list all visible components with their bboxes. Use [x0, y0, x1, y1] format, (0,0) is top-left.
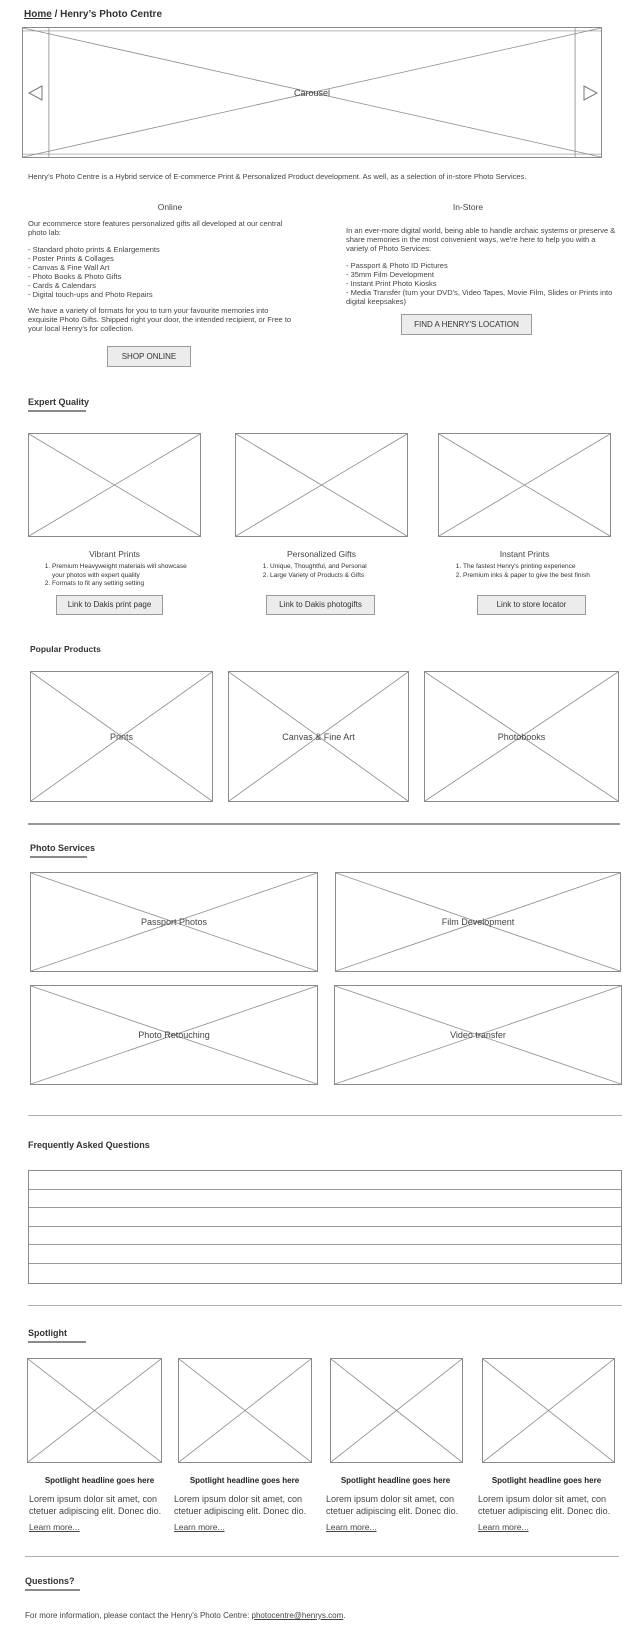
expert-card-points: [256, 563, 406, 580]
expert-card-title: Vibrant Prints: [89, 549, 140, 559]
placeholder-x: [28, 1359, 161, 1462]
carousel[interactable]: [22, 27, 602, 158]
spotlight-body: Lorem ipsum dolor sit amet, con ctetuer adipiscing elit. Donec dio.: [29, 1494, 162, 1516]
carousel-next-icon[interactable]: [582, 85, 598, 101]
faq-row[interactable]: [29, 1264, 621, 1283]
placeholder-x: [179, 1359, 311, 1462]
breadcrumb-separator: /: [51, 9, 61, 20]
popular-product-label: Photobooks: [497, 731, 546, 742]
spotlight-learn-more-link[interactable]: Learn more...: [478, 1522, 529, 1532]
popular-product-label: Canvas & Fine Art: [282, 731, 355, 742]
photo-service-card[interactable]: [30, 985, 318, 1085]
spotlight-learn-more-link[interactable]: Learn more...: [29, 1522, 80, 1532]
dakis-print-link-button[interactable]: Link to Dakis print page: [56, 595, 163, 615]
photo-service-label: Film Development: [441, 917, 515, 927]
spotlight-body: Lorem ipsum dolor sit amet, con ctetuer adipiscing elit. Donec dio.: [326, 1494, 459, 1516]
faq-row[interactable]: [29, 1227, 621, 1246]
online-list-item: - Standard photo prints & Enlargements: [28, 245, 160, 254]
spotlight-headline: Spotlight headline goes here: [189, 1476, 300, 1485]
questions-heading: Questions?: [25, 1576, 75, 1586]
intro-text: Henry’s Photo Centre is a Hybrid service of E-commerce Print & Personalized Product development. As well, as a selection of in-store Photo Services.: [28, 172, 527, 181]
photo-service-card[interactable]: [30, 872, 318, 972]
instore-lead: In an ever-more digital world, being able to handle archaic systems or preserve & share memories in the most convenient ways, we're here to help you with a variety of Photo Services:: [346, 226, 616, 253]
placeholder-x: [483, 1359, 614, 1462]
section-divider: [28, 1115, 622, 1116]
photo-services-underline: [30, 856, 87, 858]
faq-accordion: [28, 1170, 622, 1284]
instore-list-item: - Instant Print Photo Kiosks: [346, 279, 437, 288]
faq-row[interactable]: [29, 1208, 621, 1227]
shop-online-button[interactable]: SHOP ONLINE: [107, 346, 191, 367]
instore-list-item: - 35mm Film Development: [346, 270, 434, 279]
spotlight-image: [178, 1358, 312, 1463]
store-locator-link-button[interactable]: Link to store locator: [477, 595, 586, 615]
photo-service-label: Video transfer: [450, 1030, 506, 1040]
online-list-item: - Digital touch-ups and Photo Repairs: [28, 290, 153, 299]
popular-product-card[interactable]: [424, 671, 619, 802]
placeholder-x: [236, 434, 407, 536]
online-list-item: - Photo Books & Photo Gifts: [28, 272, 122, 281]
spotlight-learn-more-link[interactable]: Learn more...: [326, 1522, 377, 1532]
expert-card-title: Personalized Gifts: [287, 549, 356, 559]
questions-email-link[interactable]: photocentre@henrys.com: [251, 1611, 344, 1620]
dakis-photogifts-link-button[interactable]: Link to Dakis photogifts: [266, 595, 375, 615]
spotlight-body: Lorem ipsum dolor sit amet, con ctetuer adipiscing elit. Donec dio.: [478, 1494, 611, 1516]
faq-row[interactable]: [29, 1171, 621, 1190]
online-list-item: - Poster Prints & Collages: [28, 254, 114, 263]
breadcrumb-home-link[interactable]: Home: [24, 9, 52, 20]
find-location-button[interactable]: FIND A HENRY'S LOCATION: [401, 314, 532, 335]
spotlight-body: Lorem ipsum dolor sit amet, con ctetuer adipiscing elit. Donec dio.: [174, 1494, 307, 1516]
online-list-item: - Cards & Calendars: [28, 281, 96, 290]
instore-list: [346, 261, 622, 306]
popular-product-label: Prints: [109, 731, 133, 742]
spotlight-heading: Spotlight: [28, 1328, 67, 1338]
expert-card-title: Instant Prints: [499, 549, 550, 559]
instore-list-item: - Media Transfer (turn your DVD's, Video Tapes, Movie Film, Slides or Prints into digital keepsakes): [346, 288, 613, 306]
carousel-prev-icon[interactable]: [28, 85, 44, 101]
section-divider: [25, 1556, 619, 1557]
spotlight-image: [482, 1358, 615, 1463]
point-item: 2. Large Variety of Products & Gifts: [270, 572, 406, 581]
photo-service-card[interactable]: [334, 985, 622, 1085]
spotlight-headline: Spotlight headline goes here: [44, 1476, 155, 1485]
point-item: 2. Premium inks & paper to give the best finish: [463, 572, 609, 581]
questions-underline: [25, 1589, 80, 1591]
breadcrumb: [24, 9, 162, 20]
online-list-item: - Canvas & Fine Wall Art: [28, 263, 110, 272]
questions-contact-text: For more information, please contact the Henry's Photo Centre:: [25, 1611, 252, 1620]
online-outro: We have a variety of formats for you to turn your favourite memories into exquisite Photo Gifts. Shipped right your door, the intended recipient, or Free to your local Henry’s for collection.: [28, 306, 292, 333]
point-item: 2. Formats to fit any setting setting: [52, 580, 188, 589]
faq-row[interactable]: [29, 1190, 621, 1209]
spotlight-image: [27, 1358, 162, 1463]
placeholder-x: [439, 434, 610, 536]
popular-products-heading: Popular Products: [30, 644, 101, 654]
faq-row[interactable]: [29, 1245, 621, 1264]
photo-service-card[interactable]: [335, 872, 621, 972]
placeholder-x: [29, 434, 200, 536]
popular-product-card[interactable]: [228, 671, 409, 802]
instore-list-item: - Passport & Photo ID Pictures: [346, 261, 448, 270]
expert-quality-heading: Expert Quality: [28, 397, 90, 407]
expert-card-points: [449, 563, 609, 580]
spotlight-image: [330, 1358, 463, 1463]
popular-product-card[interactable]: [30, 671, 213, 802]
photo-service-label: Photo Retouching: [138, 1030, 210, 1040]
expert-quality-underline: [28, 410, 86, 412]
expert-card-image: [438, 433, 611, 537]
online-title: Online: [157, 202, 183, 212]
section-divider: [28, 1305, 622, 1306]
spotlight-underline: [28, 1341, 86, 1343]
spotlight-learn-more-link[interactable]: Learn more...: [174, 1522, 225, 1532]
online-list: [28, 245, 298, 299]
breadcrumb-current: Henry’s Photo Centre: [60, 9, 163, 20]
expert-card-points: [38, 563, 188, 589]
spotlight-headline: Spotlight headline goes here: [491, 1476, 602, 1485]
photo-service-label: Passport Photos: [140, 917, 208, 927]
questions-contact: [25, 1611, 625, 1620]
photo-services-heading: Photo Services: [30, 843, 96, 853]
questions-contact-end: .: [343, 1611, 346, 1620]
point-item: 1. Premium Heavyweight materials will showcase your photos with expert quality: [52, 563, 188, 580]
instore-title: In-Store: [452, 202, 484, 212]
expert-card-image: [235, 433, 408, 537]
spotlight-headline: Spotlight headline goes here: [340, 1476, 451, 1485]
section-divider: [28, 823, 620, 825]
point-item: 1. Unique, Thoughtful, and Personal: [270, 563, 406, 572]
placeholder-x: [331, 1359, 462, 1462]
carousel-caption: Carousel: [293, 87, 331, 98]
expert-card-image: [28, 433, 201, 537]
online-lead: Our ecommerce store features personalized gifts all developed at our central photo lab:: [28, 219, 283, 237]
point-item: 1. The fastest Henry's printing experience: [463, 563, 609, 572]
faq-heading: Frequently Asked Questions: [28, 1140, 150, 1150]
